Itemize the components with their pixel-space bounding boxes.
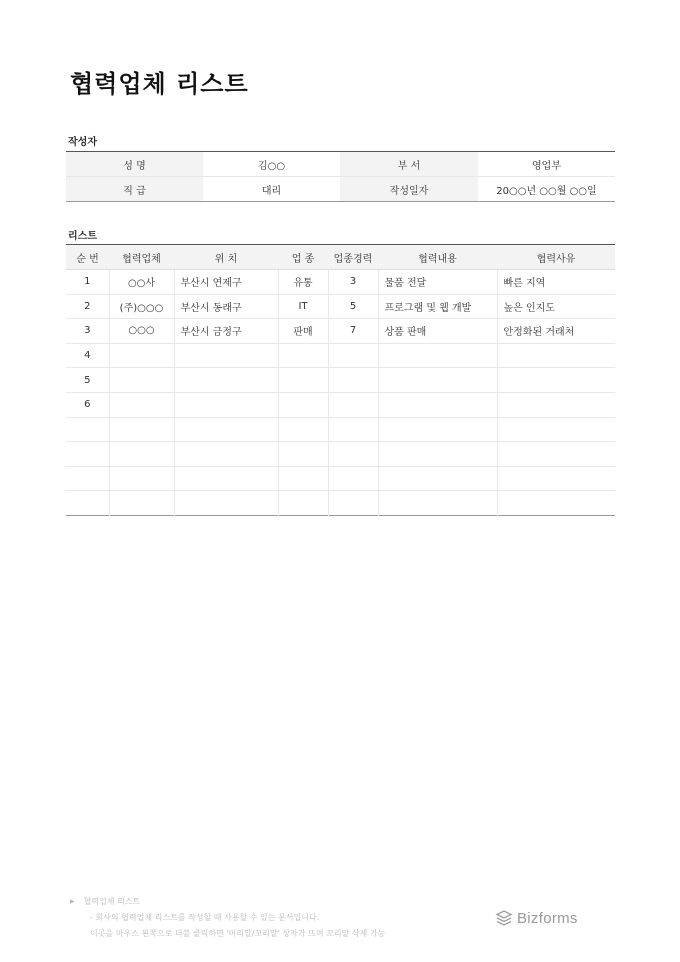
author-label-name: 성 명	[66, 152, 203, 177]
table-row	[66, 392, 615, 417]
footer-line-2: 이곳을 마우스 왼쪽으로 더블 클릭하면 '머리말/꼬리말' 상자가 뜨며 꼬리말 삭제 가능	[90, 929, 386, 938]
cell-career[interactable]	[328, 466, 378, 491]
cell-career[interactable]: 7	[328, 319, 378, 344]
cell-partner[interactable]	[109, 417, 174, 442]
table-row	[66, 417, 615, 442]
cell-career[interactable]	[328, 417, 378, 442]
author-row	[66, 152, 615, 177]
author-label-date: 작성일자	[340, 177, 478, 202]
cell-partner[interactable]: ○○○	[109, 319, 174, 344]
cell-industry[interactable]: 유통	[278, 270, 328, 295]
author-label-department: 부 서	[340, 152, 478, 177]
header-content: 협력내용	[378, 245, 497, 270]
cell-no[interactable]	[66, 417, 109, 442]
cell-reason[interactable]	[497, 442, 615, 467]
cell-no[interactable]	[66, 491, 109, 516]
cell-content[interactable]	[378, 368, 497, 393]
cell-reason[interactable]	[497, 417, 615, 442]
cell-reason[interactable]	[497, 368, 615, 393]
cell-partner[interactable]	[109, 368, 174, 393]
cell-content[interactable]	[378, 491, 497, 516]
cell-partner[interactable]: (주)○○○	[109, 294, 174, 319]
table-row	[66, 466, 615, 491]
table-row	[66, 491, 615, 516]
cell-partner[interactable]	[109, 442, 174, 467]
author-name-value[interactable]: 김○○	[203, 152, 340, 177]
header-partner: 협력업체	[109, 245, 174, 270]
cell-content[interactable]: 프로그램 및 웹 개발	[378, 294, 497, 319]
cell-partner[interactable]	[109, 466, 174, 491]
cell-location[interactable]	[174, 368, 278, 393]
author-department-value[interactable]: 영업부	[478, 152, 615, 177]
table-row	[66, 270, 615, 295]
document-title: 협력업체 리스트	[70, 70, 249, 98]
author-section-label: 작성자	[68, 137, 97, 148]
author-position-value[interactable]: 대리	[261, 185, 282, 197]
cell-partner[interactable]	[109, 343, 174, 368]
cell-career[interactable]	[328, 491, 378, 516]
cell-reason[interactable]	[497, 392, 615, 417]
cell-no[interactable]: 6	[66, 392, 109, 417]
cell-industry[interactable]	[278, 368, 328, 393]
cell-industry[interactable]	[278, 491, 328, 516]
cell-no[interactable]: 3	[66, 319, 109, 344]
header-career: 업종경력	[328, 245, 378, 270]
cell-industry[interactable]	[278, 466, 328, 491]
cell-reason[interactable]: 빠른 지역	[497, 270, 615, 295]
cell-content[interactable]	[378, 343, 497, 368]
header-reason: 협력사유	[497, 245, 615, 270]
cell-career[interactable]	[328, 392, 378, 417]
list-section-label: 리스트	[68, 231, 97, 242]
brand-name: Bizforms	[517, 909, 578, 927]
cell-content[interactable]: 상품 판매	[378, 319, 497, 344]
cell-industry[interactable]	[278, 417, 328, 442]
cell-no[interactable]: 4	[66, 343, 109, 368]
cell-industry[interactable]	[278, 442, 328, 467]
cell-career[interactable]: 5	[328, 294, 378, 319]
author-label-position: 직 급	[66, 177, 203, 202]
footer-heading: 협력업체 리스트	[83, 897, 141, 906]
table-row	[66, 294, 615, 319]
author-table	[66, 151, 615, 202]
author-row	[66, 177, 615, 202]
cell-no[interactable]: 1	[66, 270, 109, 295]
cell-content[interactable]	[378, 442, 497, 467]
header-location: 위 치	[174, 245, 278, 270]
cell-no[interactable]	[66, 466, 109, 491]
footer-line-1: - 회사의 협력업체 리스트를 작성할 때 사용할 수 있는 문서입니다.	[90, 913, 320, 922]
cell-partner[interactable]: ○○사	[109, 270, 174, 295]
cell-career[interactable]	[328, 368, 378, 393]
cell-no[interactable]: 2	[66, 294, 109, 319]
cell-career[interactable]: 3	[328, 270, 378, 295]
table-header-row	[66, 245, 615, 270]
header-no: 순 번	[66, 245, 109, 270]
cell-industry[interactable]	[278, 392, 328, 417]
cell-content[interactable]: 물품 전달	[378, 270, 497, 295]
cell-location[interactable]	[174, 392, 278, 417]
cell-location[interactable]: 부산시 금정구	[174, 319, 278, 344]
bizforms-logo	[495, 909, 578, 927]
triangle-bullet-icon: ▶	[70, 898, 75, 905]
cell-content[interactable]	[378, 466, 497, 491]
cell-location[interactable]	[174, 491, 278, 516]
cell-content[interactable]	[378, 392, 497, 417]
cell-location[interactable]: 부산시 동래구	[174, 294, 278, 319]
cell-partner[interactable]	[109, 491, 174, 516]
cell-content[interactable]	[378, 417, 497, 442]
cell-no[interactable]: 5	[66, 368, 109, 393]
cell-industry[interactable]: IT	[278, 294, 328, 319]
cell-career[interactable]	[328, 343, 378, 368]
layers-icon	[495, 909, 513, 927]
cell-reason[interactable]	[497, 343, 615, 368]
table-row	[66, 343, 615, 368]
cell-location[interactable]	[174, 417, 278, 442]
table-row	[66, 368, 615, 393]
cell-reason[interactable]	[497, 491, 615, 516]
cell-career[interactable]	[328, 442, 378, 467]
page-footer[interactable]	[70, 894, 385, 942]
cell-no[interactable]	[66, 442, 109, 467]
table-row	[66, 442, 615, 467]
cell-location[interactable]	[174, 343, 278, 368]
cell-location[interactable]	[174, 466, 278, 491]
partner-list-table	[66, 244, 615, 516]
cell-partner[interactable]	[109, 392, 174, 417]
cell-reason[interactable]: 안정화된 거래처	[497, 319, 615, 344]
cell-location[interactable]: 부산시 연제구	[174, 270, 278, 295]
table-row	[66, 319, 615, 344]
cell-location[interactable]	[174, 442, 278, 467]
cell-industry[interactable]	[278, 343, 328, 368]
header-industry: 업 종	[278, 245, 328, 270]
author-date-value[interactable]: 20○○년 ○○월 ○○일	[496, 185, 597, 197]
cell-industry[interactable]: 판매	[278, 319, 328, 344]
cell-reason[interactable]: 높은 인지도	[497, 294, 615, 319]
cell-reason[interactable]	[497, 466, 615, 491]
